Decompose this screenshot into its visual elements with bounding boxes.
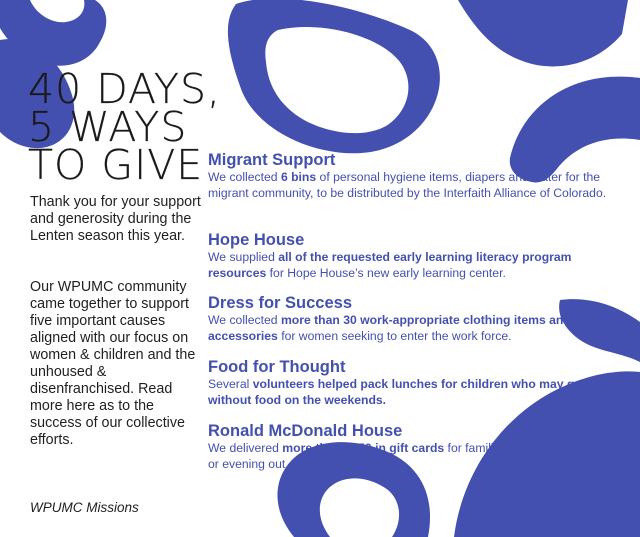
cause-description: We collected more than 30 work-appropriate clothing items and accessories for women seeking to enter the work force. — [208, 313, 571, 343]
cause-title: Hope House — [208, 231, 305, 249]
community-paragraph: Our WPUMC community came together to support five important causes aligned with our focus on women & children and the unhoused & disenfranchised. Read more here as to the success of our collective efforts. — [30, 279, 196, 448]
cause-food-for-thought — [208, 358, 628, 408]
cause-description: We delivered more than $250 in gift cards for families seeking an afternoon or evening out. — [208, 441, 624, 471]
cause-title: Migrant Support — [208, 151, 336, 169]
cause-ronald-mcdonald-house — [208, 422, 628, 472]
cause-title: Ronald McDonald House — [208, 422, 403, 440]
cause-migrant-support — [208, 151, 628, 201]
thank-you-paragraph: Thank you for your support and generosity during the Lenten season this year. — [30, 194, 201, 244]
cause-description: Several volunteers helped pack lunches for children who may go without food on the weekends. — [208, 377, 582, 407]
page-title — [28, 65, 222, 189]
brush-ring-top-center — [228, 0, 440, 153]
title-line-2: 5 WAYS — [28, 103, 188, 151]
cause-description: We supplied all of the requested early learning literacy program resources for Hope House’s new early learning center. — [208, 250, 572, 280]
cause-description: We collected 6 bins of personal hygiene items, diapers and water for the migrant community, to be distributed by the Interfaith Alliance of Colorado. — [208, 170, 607, 200]
cause-title: Food for Thought — [208, 358, 346, 376]
cause-hope-house — [208, 231, 628, 281]
cause-dress-for-success — [208, 294, 628, 344]
brush-blob-top-right — [458, 0, 628, 66]
title-line-1: 40 DAYS, — [28, 65, 222, 113]
cause-title: Dress for Success — [208, 294, 352, 312]
signature: WPUMC Missions — [30, 500, 139, 515]
title-line-3: TO GIVE — [28, 141, 204, 189]
